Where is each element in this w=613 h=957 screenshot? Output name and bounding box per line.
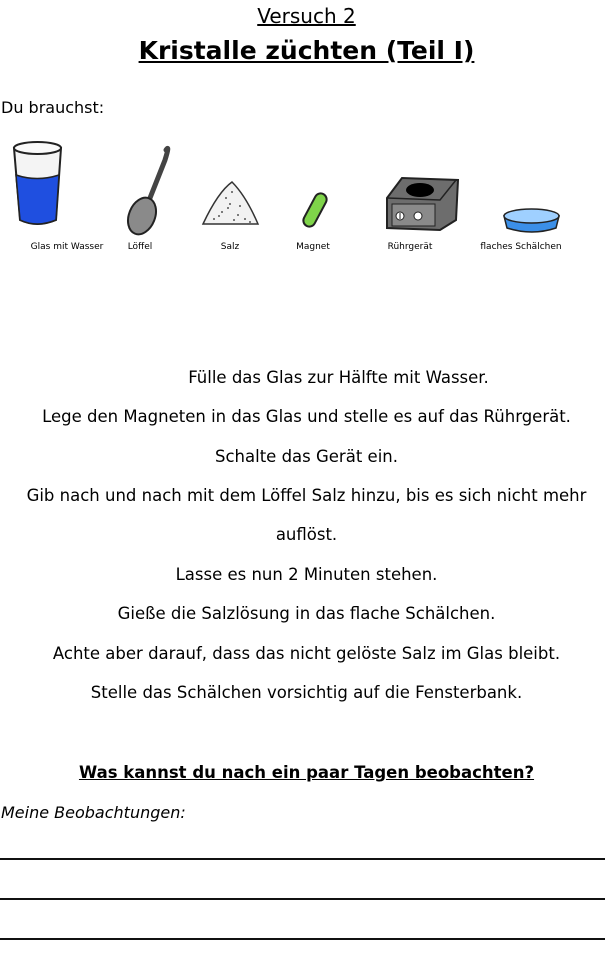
observations-label: Meine Beobachtungen: (1, 803, 186, 822)
stirrer-device-icon (387, 178, 458, 230)
experiment-number: Versuch 2 (257, 4, 356, 28)
step-6: Gieße die Salzlösung in das flache Schälchen. (117, 604, 496, 623)
observation-question: Was kannst du nach ein paar Tagen beobachten? (78, 763, 535, 782)
stir-magnet-icon (301, 191, 328, 228)
item-label-magnet: Magnet (296, 242, 330, 252)
answer-line-3[interactable] (0, 938, 605, 940)
step-4: Gib nach und nach mit dem Löffel Salz hinzu, bis es sich nicht mehr (26, 486, 587, 505)
materials-heading: Du brauchst: (1, 98, 105, 117)
spoon-icon (123, 148, 168, 238)
salt-pile-icon (203, 182, 258, 224)
item-label-dish: flaches Schälchen (480, 242, 562, 252)
item-label-spoon: Löffel (127, 242, 153, 252)
answer-line-2[interactable] (0, 898, 605, 900)
materials-illustration (0, 120, 613, 260)
step-7: Achte aber darauf, dass das nicht gelöste Salz im Glas bleibt. (52, 644, 561, 663)
shallow-dish-icon (504, 209, 559, 232)
step-4-continued: auflöst. (275, 525, 338, 544)
water-glass-icon (14, 142, 61, 224)
step-3: Schalte das Gerät ein. (215, 447, 398, 466)
step-8: Stelle das Schälchen vorsichtig auf die Fensterbank. (90, 683, 523, 702)
step-1: Fülle das Glas zur Hälfte mit Wasser. (188, 368, 489, 387)
step-2: Lege den Magneten in das Glas und stelle es auf das Rührgerät. (42, 407, 571, 426)
page-title: Kristalle züchten (Teil I) (138, 36, 475, 65)
item-label-glass: Glas mit Wasser (30, 242, 104, 252)
item-label-stirrer: Rührgerät (387, 242, 433, 252)
answer-line-1[interactable] (0, 858, 605, 860)
item-label-salt: Salz (220, 242, 240, 252)
step-5: Lasse es nun 2 Minuten stehen. (175, 565, 438, 584)
